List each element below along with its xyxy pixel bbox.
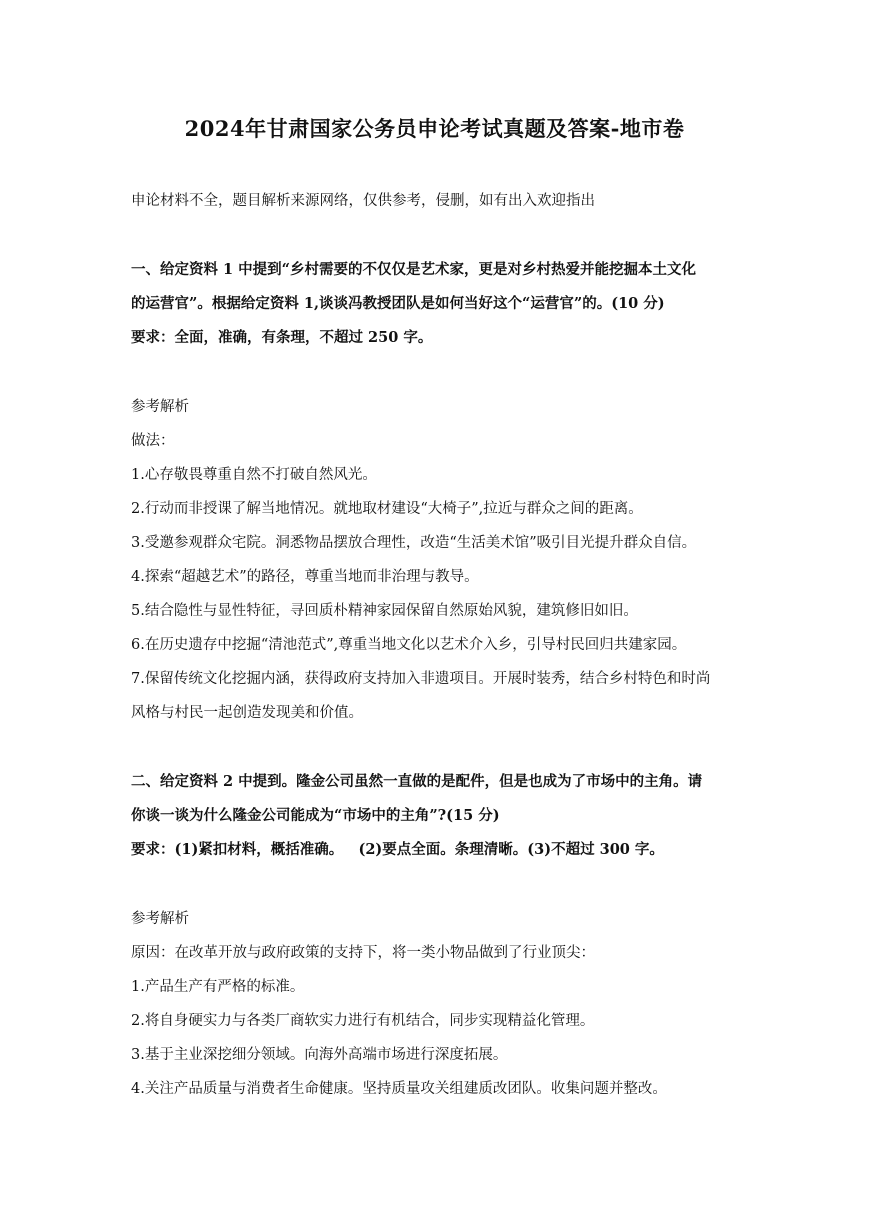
disclaimer-note: 申论材料不全，题目解析来源网络，仅供参考，侵删，如有出入欢迎指出 — [131, 193, 595, 209]
answer-1-item: 1.心存敬畏尊重自然不打破自然风光。 — [131, 467, 377, 483]
answer-1-item: 7.保留传统文化挖掘内涵，获得政府支持加入非遗项目。开展时装秀，结合乡村特色和时尚 — [131, 671, 711, 687]
answer-2-item: 3.基于主业深挖细分领域。向海外高端市场进行深度拓展。 — [131, 1047, 508, 1063]
answer-1-item: 4.探索“超越艺术”的路径，尊重当地而非治理与教导。 — [131, 569, 479, 585]
answer-1-item: 2.行动而非授课了解当地情况。就地取材建设“大椅子”,拉近与群众之间的距离。 — [131, 501, 643, 517]
answer-2-label: 参考解析 — [131, 911, 189, 927]
question-2-requirement: 要求：(1)紧扣材料，概括准确。 (2)要点全面。条理清晰。(3)不超过 300 字。 — [131, 841, 664, 858]
document-title: 2024年甘肃国家公务员申论考试真题及答案-地市卷 — [184, 116, 685, 141]
answer-1-item: 3.受邀参观群众宅院。洞悉物品摆放合理性，改造“生活美术馆”吸引目光提升群众自信。 — [131, 535, 697, 551]
answer-1-intro: 做法： — [131, 433, 175, 449]
answer-1-item: 风格与村民一起创造发现美和价值。 — [131, 705, 363, 721]
answer-2-intro: 原因：在改革开放与政府政策的支持下，将一类小物品做到了行业顶尖： — [131, 945, 595, 961]
answer-1-label: 参考解析 — [131, 399, 189, 415]
question-1-line-1: 一、给定资料 1 中提到“乡村需要的不仅仅是艺术家，更是对乡村热爱并能挖掘本土文化 — [131, 261, 697, 278]
answer-2-item: 4.关注产品质量与消费者生命健康。坚持质量攻关组建质改团队。收集问题并整改。 — [131, 1081, 667, 1097]
answer-2-item: 2.将自身硬实力与各类厂商软实力进行有机结合，同步实现精益化管理。 — [131, 1013, 595, 1029]
answer-2-item: 1.产品生产有严格的标准。 — [131, 979, 305, 995]
answer-1-item: 6.在历史遗存中挖掘“清池范式”,尊重当地文化以艺术介入乡，引导村民回归共建家园。 — [131, 637, 687, 653]
question-2-line-2: 你谈一谈为什么隆金公司能成为“市场中的主角”?(15 分) — [131, 807, 500, 824]
answer-1-item: 5.结合隐性与显性特征，寻回质朴精神家园保留自然原始风貌，建筑修旧如旧。 — [131, 603, 638, 619]
question-1-line-2: 的运营官”。根据给定资料 1,谈谈冯教授团队是如何当好这个“运营官”的。(10 分) — [131, 295, 665, 312]
question-2-line-1: 二、给定资料 2 中提到。隆金公司虽然一直做的是配件，但是也成为了市场中的主角。请 — [131, 773, 703, 790]
question-1-requirement: 要求：全面，准确，有条理，不超过 250 字。 — [131, 329, 433, 346]
